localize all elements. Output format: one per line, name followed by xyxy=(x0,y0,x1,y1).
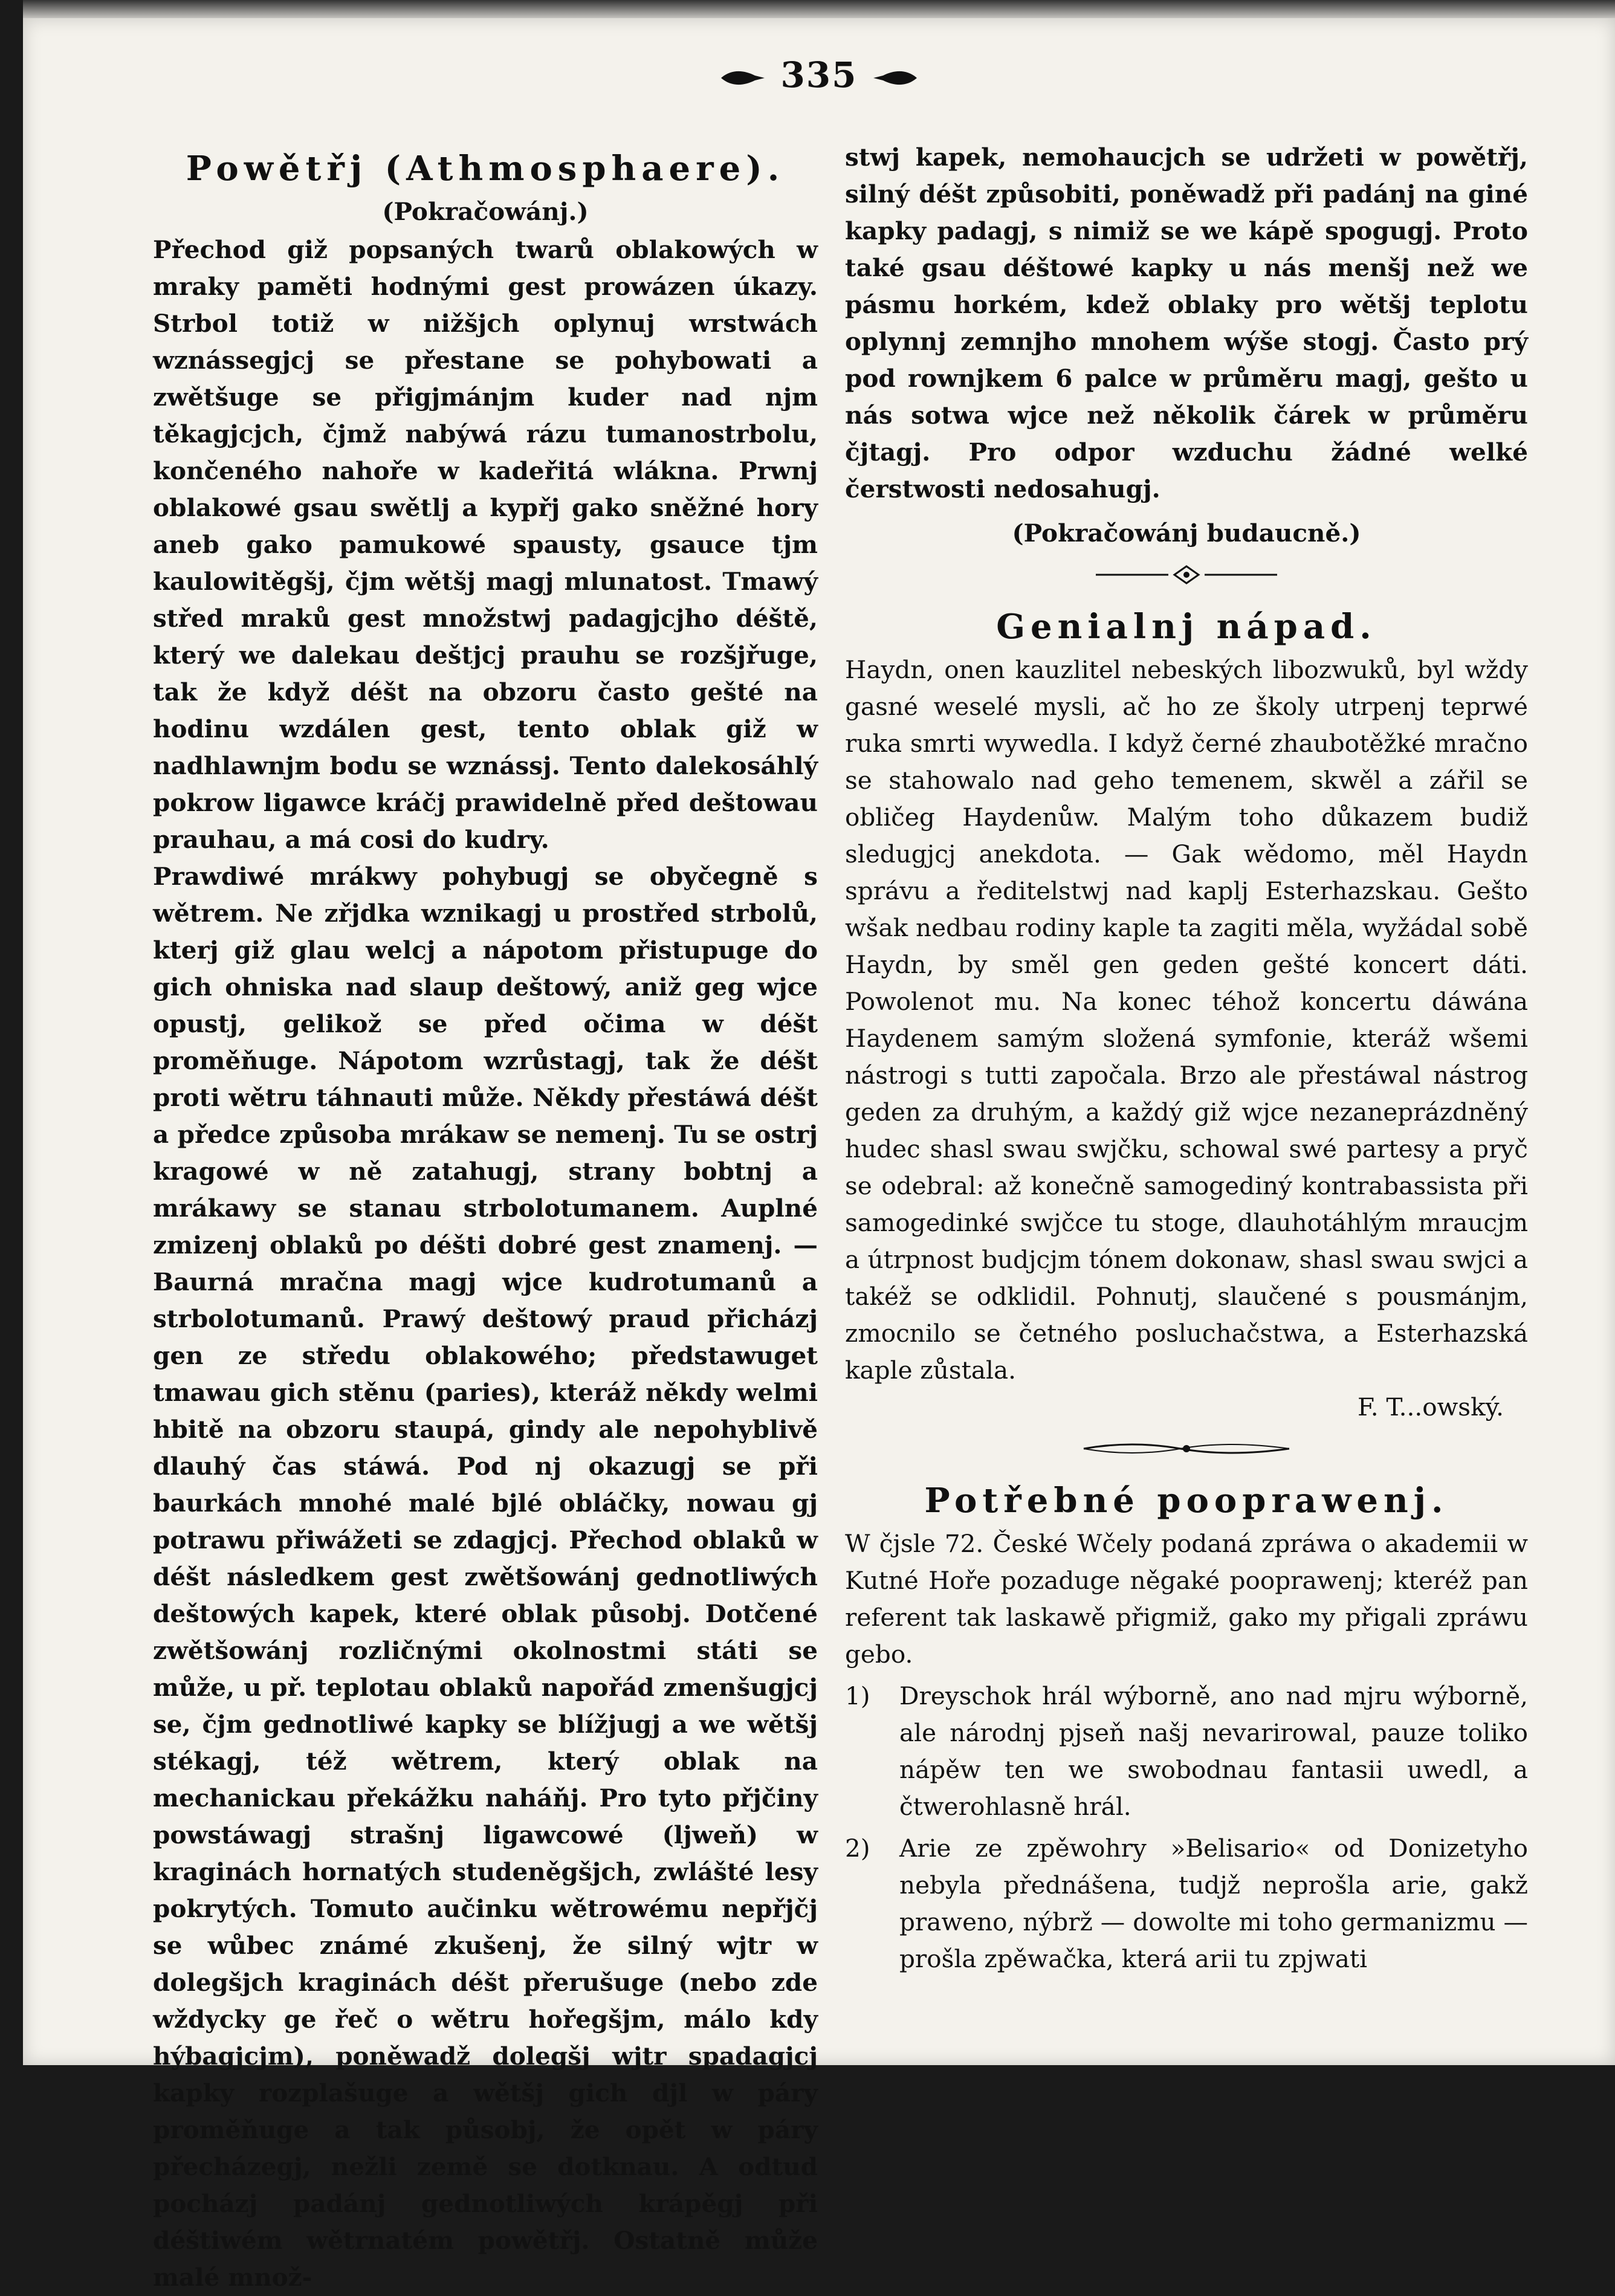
paragraph: stwj kapek, nemohaucjch se udržeti w powětřj, silný déšt způsobiti, poněwadž při padánj na giné kapky padagj, s nimiž se we kápě spogugj. Proto také gsau déštowé kapky u nás menšj než we pásmu horkém, kdež oblaky pro wětšj teplotu oplynnj zemnjho mnohem wýše stogj. Často prý pod rownjkem 6 palce w průměru magj, gešto u nás sotwa wjce než několik čárek w průměru čjtagj. Pro odpor wzduchu žádné welké čerstwosti nedosahugj. xyxy=(845,143,1528,503)
left-ornament-icon xyxy=(719,67,767,89)
page-number: 335 xyxy=(780,54,858,95)
paragraph: Haydn, onen kauzlitel nebeských libozwuků, byl wždy gasné weselé mysli, ač ho ze školy utrpenj teprwé ruka smrti wywedla. I když černé zhaubotěžké mračno se stahowalo nad geho temenem, skwěl a zářil se obličeg Haydenůw. Malým toho důkazem budiž sledugjcj anekdota. — Gak wědomo, měl Haydn správu a ředitelstwj nad kaplj Esterhazskau. Gešto wšak nedbau rodiny kaple ta zagiti měla, wyžádal sobě Haydn, by směl gen geden gešté koncert dáti. Powolenot mu. Na konec téhož koncertu dáwána Haydenem samým složená symfonie, kteráž wšemi nástrogi s tutti započala. Brzo ale přestáwal nástrog geden za druhým, a každý giž wjce nezaneprázdněný hudec shasl swau swjčku, schowal swé partesy a pryč se odebral: až konečně samogediný kontrabassista při samogedinké swjčce tu stoge, dlauhotáhlým mraucjm a útrpnost budjcjm tónem dokonaw, shasl swau swjci a takéž se odklidil. Pohnutj, slaučené s pousmánjm, zmocnilo se četného posluchačstwa, a Esterhazská kaple zůstala. xyxy=(845,655,1528,1385)
divider-ornament xyxy=(845,1434,1528,1471)
page-header xyxy=(23,54,1615,95)
paragraph: Přechod giž popsaných twarů oblakowých w mraky paměti hodnými gest prowázen úkazy. Strbol totiž w nižšjch oplynuj wrstwách wznássegjcj se přestane se pohybowati a zwětšuge se přigjmánjm kuder nad njm těkagjcjch, čjmž nabýwá rázu tumanostrbolu, končeného nahoře w kadeřitá wlákna. Prwnj oblakowé gsau swětlj a kypřj gako sněžné hory aneb gako pamukowé spausty, gsauce tjm kaulowitěgšj, čjm wětšj magj mlunatost. Tmawý střed mraků gest množstwj padagjcjho déště, který we dalekau deštjcj prauhu se rozšjřuge, tak že když déšt na obzoru často gešté na hodinu wzdálen gest, tento oblak giž w nadhlawnjm bodu se wznássj. Tento dalekosáhlý pokrow ligawce kráčj prawidelně před deštowau prauhau, a má cosi do kudry. xyxy=(153,235,818,854)
list-item xyxy=(845,1678,1528,1825)
article-subtitle: (Pokračowánj.) xyxy=(382,197,589,226)
flourish-icon xyxy=(1078,1437,1295,1461)
item-text: Arie ze zpěwohry »Belisario« od Donizetyho nebyla přednášena, tudjž neprošla arie, gakž praweno, nýbrž — dowolte mi toho germanizmu — prošla zpěwačka, která arii tu zpjwati xyxy=(899,1834,1528,1973)
list-item xyxy=(845,1830,1528,1977)
flourish-icon xyxy=(1090,563,1283,587)
item-text: Dreyschok hrál wýborně, ano nad mjru wýborně, ale národnj pjseň našj nevarirowal, pauze toliko nápěw ten we swobodnau fantasii uwedl, a čtwerohlasně hrál. xyxy=(899,1681,1528,1821)
section-title-genialnj: Genialnj nápad. xyxy=(996,607,1377,647)
continued-note: (Pokračowánj budaucně.) xyxy=(1012,519,1361,548)
section-title-pooprawenj: Potřebné pooprawenj. xyxy=(924,1481,1449,1521)
divider-ornament xyxy=(845,560,1528,597)
item-number: 2) xyxy=(845,1834,870,1863)
paragraph: W čjsle 72. České Wčely podaná zpráwa o akademii w Kutné Hoře pozaduge něgaké pooprawenj; kteréž pan referent tak laskawě přigmiž, gako my přigali zpráwu gebo. xyxy=(845,1529,1528,1669)
page xyxy=(23,18,1615,2292)
paragraph: Prawdiwé mrákwy pohybugj se obyčegně s wětrem. Ne zřjdka wznikagj u prostřed strbolů, kterj giž glau welcj a nápotom přistupuge do gich ohniska nad slaup deštowý, aniž geg wjce opustj, gelikož se před očima w déšt proměňuge. Nápotom wzrůstagj, tak že déšt proti wětru táhnauti může. Někdy přestáwá déšt a předce způsoba mrákaw se nemenj. Tu se ostrj kragowé w ně zatahugj, strany bobtnj a mrákawy se stanau strbolotumanem. Auplné zmizenj oblaků po déšti dobré gest znamenj. — Baurná mračna magj wjce kudrotumanů a strbolotumanů. Prawý deštowý praud přicházj gen ze středu oblakowého; předstawuget tmawau gich stěnu (paries), kteráž někdy welmi hbitě na obzoru staupá, gindy ale nepohyblivě dlauhý čas stáwá. Pod nj okazugj se při baurkách mnohé malé bjlé obláčky, nowau gj potrawu přiwážeti se zdagjcj. Přechod oblaků w déšt následkem gest zwětšowánj gednotliwých deštowých kapek, které oblak působj. Dotčené zwětšowánj rozličnými okolnostmi státi se může, u př. teplotau oblaků napořád zmenšugjcj se, čjm gednotliwé kapky se blížjugj a we wětšj stékagj, též wětrem, který oblak na mechanickau překážku naháňj. Pro tyto přjčiny powstáwagj strašnj ligawcowé (ljweň) w kraginách hornatých studeněgšjch, zwlášté lesy pokrytých. Tomuto aučinku wětrowému nepřjčj se wůbec známé zkušenj, že silný wjtr w dolegšjch kraginách déšt přerušuge (nebo zde wždycky ge řeč o wětru hořegšjm, málo kdy hýbagjcjm), poněwadž dolegšj wjtr spadagjcj kapky rozplašuge a wětšj gich djl w páry proměňuge a tak působj, že opět w páry přecházegj, nežli země se dotknau. A odtud pocházj padánj gednotliwých krápěgj při déštiwém wětrnatém powětřj. Ostatně může malé množ- xyxy=(153,862,818,2292)
left-column xyxy=(153,139,818,2296)
article-title: Powětřj (Athmosphaere). xyxy=(186,149,785,189)
right-column xyxy=(845,139,1528,1982)
right-ornament-icon xyxy=(871,67,919,89)
item-number: 1) xyxy=(845,1681,870,1710)
signature: F. T...owský. xyxy=(1358,1392,1504,1421)
